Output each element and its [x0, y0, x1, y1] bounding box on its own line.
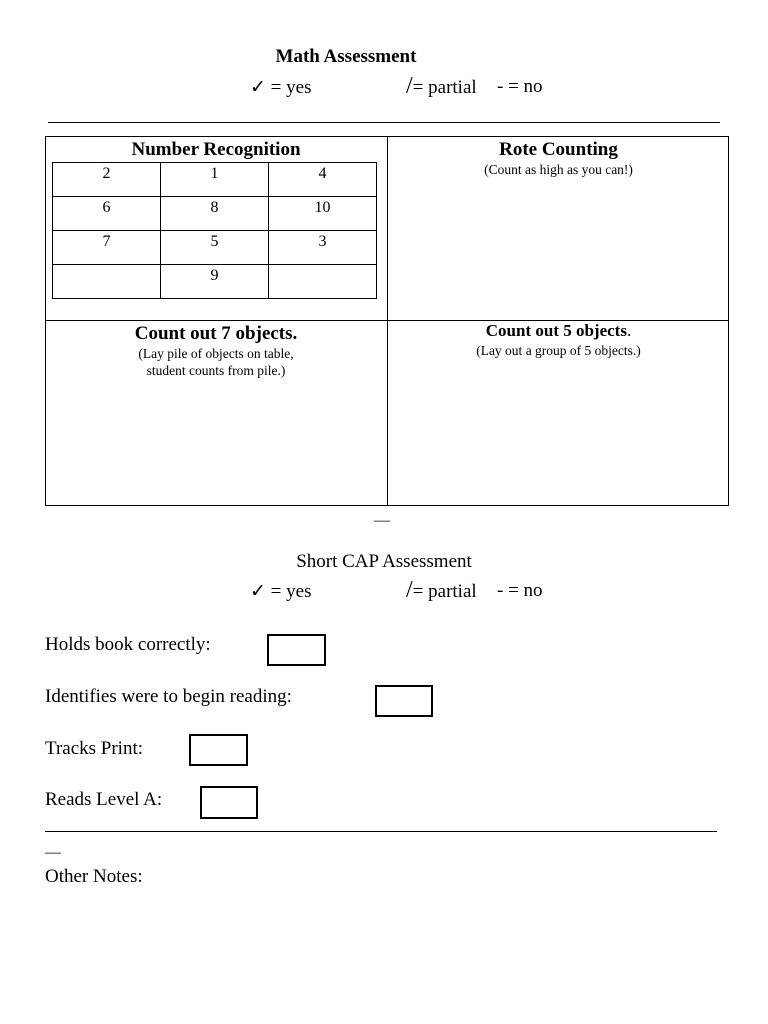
- count-seven-instruction-1: (Lay pile of objects on table,: [138, 346, 294, 361]
- reads-level-label: Reads Level A:: [45, 789, 163, 810]
- math-legend-no: - = no: [497, 76, 543, 97]
- checkmark-icon: ✓: [250, 77, 266, 98]
- cap-assessment-title: Short CAP Assessment: [296, 551, 472, 572]
- table-row: [53, 197, 377, 231]
- number-cell: 10: [269, 197, 377, 231]
- reads-level-checkbox[interactable]: [200, 786, 258, 819]
- cap-legend-no: - = no: [497, 580, 543, 601]
- divider-line: [48, 122, 720, 123]
- number-cell: [269, 265, 377, 299]
- legend-partial-text: = partial: [412, 77, 477, 98]
- math-assessment-title: Math Assessment: [275, 46, 417, 67]
- holds-book-label: Holds book correctly:: [45, 634, 211, 655]
- identifies-label: Identifies were to begin reading:: [45, 686, 292, 707]
- identifies-checkbox[interactable]: [375, 685, 433, 717]
- count-five-instruction: (Lay out a group of 5 objects.): [476, 343, 641, 358]
- notes-divider-line: [45, 831, 717, 832]
- rote-counting-instruction: (Count as high as you can!): [484, 162, 633, 177]
- legend-yes-text: = yes: [270, 581, 312, 602]
- legend-yes-text: = yes: [270, 77, 312, 98]
- legend-partial-text: = partial: [412, 581, 477, 602]
- number-cell: [53, 265, 161, 299]
- notes-divider-tail: —: [45, 844, 61, 861]
- number-cell: 9: [161, 265, 269, 299]
- number-cell: 3: [269, 231, 377, 265]
- number-recognition-heading: Number Recognition: [131, 139, 301, 160]
- tracks-print-checkbox[interactable]: [189, 734, 248, 766]
- rote-counting-heading: Rote Counting: [499, 139, 618, 160]
- tracks-print-label: Tracks Print:: [45, 738, 144, 759]
- count-seven-instruction-2: student counts from pile.): [146, 363, 286, 378]
- number-cell: 1: [161, 163, 269, 197]
- table-row: [53, 265, 377, 299]
- number-cell: 4: [269, 163, 377, 197]
- number-cell: 8: [161, 197, 269, 231]
- checkmark-icon: ✓: [250, 581, 266, 602]
- number-recognition-table: [52, 162, 377, 299]
- count-five-heading-text: Count out 5 objects: [485, 321, 627, 340]
- slash-icon: /: [406, 73, 413, 99]
- holds-book-checkbox[interactable]: [267, 634, 326, 666]
- table-row: [53, 163, 377, 197]
- number-cell: 7: [53, 231, 161, 265]
- cap-legend-partial: [406, 578, 477, 603]
- slash-icon: /: [406, 577, 413, 603]
- other-notes-label: Other Notes:: [45, 866, 143, 887]
- math-legend-partial: [406, 74, 477, 99]
- section-separator: —: [374, 512, 390, 529]
- cap-legend-yes: [250, 580, 311, 603]
- number-cell: 6: [53, 197, 161, 231]
- count-seven-heading: Count out 7 objects.: [134, 323, 298, 344]
- number-cell: 2: [53, 163, 161, 197]
- count-five-heading: [388, 321, 729, 341]
- table-row: [53, 231, 377, 265]
- count-five-heading-period: .: [626, 321, 632, 340]
- number-cell: 5: [161, 231, 269, 265]
- math-legend-yes: [250, 76, 311, 99]
